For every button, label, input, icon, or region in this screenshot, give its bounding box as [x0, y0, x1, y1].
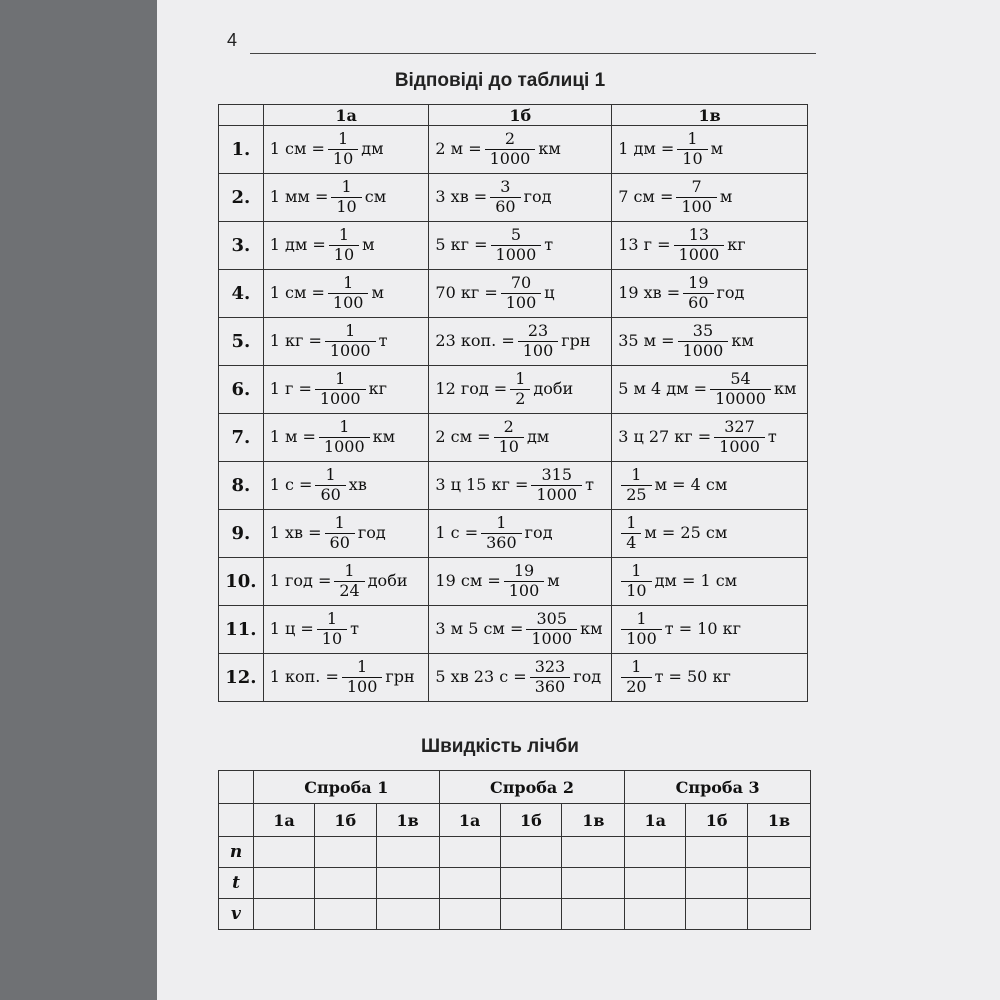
sub-header: 1б [500, 804, 562, 837]
denominator: 10 [682, 149, 703, 168]
answer-lhs: 1 с = [269, 475, 313, 494]
empty-cell [439, 899, 500, 930]
column-header: 1б [429, 105, 612, 126]
row-number: 10. [219, 558, 264, 606]
numerator: 1 [315, 467, 345, 486]
fraction [526, 611, 577, 648]
denominator: 1000 [323, 437, 365, 456]
denominator: 100 [508, 581, 540, 600]
numerator: 1 [621, 611, 662, 630]
answer-lhs: 1 кг = [269, 331, 322, 350]
answer-unit: ц [544, 283, 555, 302]
table-row [219, 126, 808, 174]
table-row [219, 462, 808, 510]
fraction [683, 275, 713, 312]
denominator: 1000 [489, 149, 531, 168]
answer-cell [263, 654, 429, 702]
speed-body [219, 771, 811, 930]
numerator: 1 [342, 659, 383, 678]
answer-lhs: 3 ц 15 кг = [435, 475, 529, 494]
answer-lhs: 12 год = [435, 379, 508, 398]
numerator: 1 [334, 563, 364, 582]
answer-lhs: 19 хв = [618, 283, 681, 302]
answer-lhs: 5 м 4 дм = [618, 379, 708, 398]
answer-lhs: 19 см = [435, 571, 501, 590]
empty-cell [686, 899, 748, 930]
fraction [621, 467, 651, 504]
fraction [315, 371, 366, 408]
answer-cell [429, 126, 612, 174]
empty-cell [686, 868, 748, 899]
sub-header: 1в [748, 804, 811, 837]
empty-cell [376, 837, 439, 868]
numerator: 1 [315, 371, 366, 390]
fraction [714, 419, 765, 456]
sub-header: 1а [625, 804, 686, 837]
answer-unit: т [544, 235, 554, 254]
answer-unit: км [372, 427, 396, 446]
table-row [219, 366, 808, 414]
answer-cell [263, 174, 429, 222]
denominator: 10 [321, 629, 343, 648]
fraction [621, 515, 641, 552]
table-row [219, 899, 811, 930]
denominator: 60 [320, 485, 341, 504]
denominator: 1000 [719, 437, 760, 456]
sub-header: 1в [562, 804, 625, 837]
attempt-header: Спроба 3 [625, 771, 811, 804]
denominator: 10 [336, 197, 357, 216]
sub-header: 1а [439, 804, 500, 837]
empty-cell [562, 899, 625, 930]
numerator: 305 [526, 611, 577, 630]
row-number: 8. [219, 462, 264, 510]
denominator: 360 [486, 533, 517, 552]
table-row [219, 222, 808, 270]
answer-lhs: 3 хв = [435, 187, 488, 206]
denominator: 10 [498, 437, 519, 456]
answer-cell [263, 222, 429, 270]
row-number: 9. [219, 510, 264, 558]
sub-header: 1б [686, 804, 748, 837]
empty-cell [748, 899, 811, 930]
fraction [325, 323, 376, 360]
fraction [621, 611, 662, 648]
answer-lhs: 1 г = [269, 379, 312, 398]
answer-unit: доби [533, 379, 574, 398]
answer-unit: год [523, 187, 552, 206]
denominator: 25 [626, 485, 647, 504]
empty-cell [439, 868, 500, 899]
answer-lhs: 5 кг = [435, 235, 488, 254]
denominator: 1000 [319, 389, 361, 408]
denominator: 1000 [329, 341, 371, 360]
numerator: 1 [325, 323, 376, 342]
table-row [219, 270, 808, 318]
corner-cell [219, 771, 254, 804]
answer-cell [263, 318, 429, 366]
answer-lhs: 1 хв = [269, 523, 322, 542]
row-number: 2. [219, 174, 264, 222]
fraction [485, 131, 536, 168]
answer-cell [263, 366, 429, 414]
answer-unit: т [767, 427, 777, 446]
answer-lhs: 7 см = [618, 187, 674, 206]
empty-cell [254, 837, 315, 868]
empty-cell [314, 837, 376, 868]
answer-cell [429, 558, 612, 606]
empty-cell [625, 868, 686, 899]
empty-cell [562, 837, 625, 868]
fraction [510, 371, 530, 408]
column-header: 1а [263, 105, 429, 126]
answer-cell [429, 606, 612, 654]
fraction [329, 227, 359, 264]
answer-unit: м [719, 187, 733, 206]
answer-cell [612, 414, 808, 462]
answer-lhs: 1 коп. = [269, 667, 339, 686]
fraction [325, 515, 355, 552]
fraction [491, 227, 542, 264]
answer-cell [263, 510, 429, 558]
fraction [621, 563, 651, 600]
numerator: 1 [621, 659, 651, 678]
denominator: 60 [495, 197, 516, 216]
attempt-header-row [219, 771, 811, 804]
corner-cell [219, 105, 264, 126]
table-row [219, 558, 808, 606]
answer-unit: хв [348, 475, 367, 494]
column-header: 1в [612, 105, 808, 126]
row-number: 1. [219, 126, 264, 174]
answer-cell [263, 414, 429, 462]
denominator: 20 [626, 677, 647, 696]
attempt-header: Спроба 1 [254, 771, 440, 804]
corner-cell [219, 804, 254, 837]
answer-lhs: 1 год = [269, 571, 332, 590]
table-row [219, 868, 811, 899]
denominator: 60 [329, 533, 350, 552]
denominator: 100 [332, 293, 364, 312]
answer-lhs: 3 ц 27 кг = [618, 427, 712, 446]
answer-cell [429, 174, 612, 222]
answer-cell [612, 222, 808, 270]
answer-cell [612, 318, 808, 366]
denominator: 10 [626, 581, 647, 600]
empty-cell [254, 899, 315, 930]
answer-cell [429, 510, 612, 558]
answer-unit: м [547, 571, 560, 590]
empty-cell [376, 899, 439, 930]
answer-unit: м [710, 139, 724, 158]
answer-lhs: 2 м = [435, 139, 482, 158]
empty-cell [314, 868, 376, 899]
empty-cell [625, 899, 686, 930]
empty-cell [254, 868, 315, 899]
answer-unit: т [350, 619, 359, 638]
answer-cell [612, 606, 808, 654]
answer-unit: дм [526, 427, 550, 446]
fraction [678, 323, 729, 360]
numerator: 3 [490, 179, 520, 198]
fraction [518, 323, 559, 360]
row-number: 12. [219, 654, 264, 702]
denominator: 60 [688, 293, 709, 312]
fraction [494, 419, 524, 456]
fraction [677, 131, 707, 168]
denominator: 360 [534, 677, 566, 696]
row-number: 4. [219, 270, 264, 318]
table-row [219, 837, 811, 868]
attempt-header: Спроба 2 [439, 771, 625, 804]
answer-lhs: 23 коп. = [435, 331, 515, 350]
answer-unit: год [573, 667, 602, 686]
answers-title: Відповіді до таблиці 1 [394, 70, 606, 91]
answer-cell [263, 126, 429, 174]
answers-header-row [219, 105, 808, 126]
numerator: 1 [328, 275, 369, 294]
answer-unit: год [524, 523, 553, 542]
answer-unit: м [371, 283, 384, 302]
answer-cell [263, 270, 429, 318]
denominator: 100 [346, 677, 378, 696]
fraction [317, 611, 347, 648]
table-row [219, 174, 808, 222]
table-row [219, 318, 808, 366]
empty-cell [748, 868, 811, 899]
numerator: 1 [319, 419, 370, 438]
answer-cell [612, 654, 808, 702]
answer-lhs: 13 г = [618, 235, 671, 254]
answer-unit: дм = 1 см [654, 571, 738, 590]
numerator: 19 [504, 563, 545, 582]
denominator: 10000 [715, 389, 766, 408]
answer-cell [429, 366, 612, 414]
numerator: 1 [331, 179, 361, 198]
denominator: 100 [522, 341, 554, 360]
answer-cell [612, 558, 808, 606]
row-number: 5. [219, 318, 264, 366]
numerator: 1 [621, 563, 651, 582]
answer-lhs: 1 см = [269, 283, 325, 302]
numerator: 1 [510, 371, 530, 390]
row-number: 11. [219, 606, 264, 654]
fraction [676, 179, 717, 216]
numerator: 19 [683, 275, 713, 294]
fraction [530, 659, 571, 696]
sub-header: 1в [376, 804, 439, 837]
speed-title: Швидкість лічби [421, 736, 579, 757]
answer-cell [429, 654, 612, 702]
row-number: 3. [219, 222, 264, 270]
answer-unit: т [585, 475, 594, 494]
numerator: 2 [485, 131, 536, 150]
page-number: 4 [227, 30, 238, 50]
empty-cell [500, 837, 562, 868]
answer-cell [612, 174, 808, 222]
answer-unit: т = 50 кг [654, 667, 731, 686]
fraction [481, 515, 522, 552]
answer-unit: км [731, 331, 754, 350]
answer-unit: кг [727, 235, 746, 254]
fraction [342, 659, 383, 696]
table-row [219, 606, 808, 654]
answer-unit: км [580, 619, 603, 638]
sub-header: 1а [254, 804, 315, 837]
empty-cell [748, 837, 811, 868]
numerator: 327 [714, 419, 765, 438]
answer-unit: м [362, 235, 375, 254]
numerator: 1 [481, 515, 522, 534]
answer-cell [429, 462, 612, 510]
answer-unit: т [378, 331, 388, 350]
answer-cell [612, 366, 808, 414]
speed-table [218, 770, 811, 930]
table-row [219, 414, 808, 462]
fraction [501, 275, 542, 312]
denominator: 1000 [682, 341, 724, 360]
denominator: 10 [332, 149, 354, 168]
sub-header: 1б [314, 804, 376, 837]
answer-lhs: 3 м 5 см = [435, 619, 524, 638]
denominator: 100 [626, 629, 657, 648]
answer-cell [263, 606, 429, 654]
answer-unit: дм [361, 139, 384, 158]
answer-unit: т = 10 кг [664, 619, 742, 638]
answer-unit: км [538, 139, 561, 158]
answer-unit: м = 25 см [644, 523, 728, 542]
answers-body [219, 126, 808, 702]
fraction [710, 371, 771, 408]
answer-lhs: 1 дм = [618, 139, 675, 158]
empty-cell [500, 899, 562, 930]
answer-cell [429, 414, 612, 462]
fraction [328, 131, 358, 168]
denominator: 1000 [536, 485, 578, 504]
answer-lhs: 1 м = [269, 427, 316, 446]
answer-cell [429, 270, 612, 318]
fraction [315, 467, 345, 504]
answer-lhs: 70 кг = [435, 283, 498, 302]
fraction [674, 227, 725, 264]
answer-cell [612, 462, 808, 510]
denominator: 4 [626, 533, 637, 552]
answer-unit: км [773, 379, 797, 398]
empty-cell [500, 868, 562, 899]
empty-cell [562, 868, 625, 899]
answer-lhs: 35 м = [618, 331, 675, 350]
answer-cell [429, 222, 612, 270]
numerator: 1 [621, 467, 651, 486]
answer-unit: год [716, 283, 745, 302]
answer-cell [263, 462, 429, 510]
empty-cell [376, 868, 439, 899]
denominator: 100 [505, 293, 537, 312]
numerator: 1 [677, 131, 707, 150]
row-label: n [219, 837, 254, 868]
numerator: 1 [325, 515, 355, 534]
numerator: 23 [518, 323, 559, 342]
answer-lhs: 1 мм = [269, 187, 329, 206]
answer-lhs: 2 см = [435, 427, 491, 446]
empty-cell [625, 837, 686, 868]
numerator: 5 [491, 227, 542, 246]
answers-table [218, 104, 808, 702]
fraction [531, 467, 582, 504]
denominator: 1000 [531, 629, 573, 648]
table-row [219, 654, 808, 702]
answer-unit: м = 4 см [654, 475, 728, 494]
answer-unit: кг [368, 379, 387, 398]
answer-cell [612, 270, 808, 318]
empty-cell [439, 837, 500, 868]
answer-lhs: 1 ц = [269, 619, 314, 638]
fraction [490, 179, 520, 216]
denominator: 10 [333, 245, 355, 264]
numerator: 2 [494, 419, 524, 438]
header-rule [250, 53, 816, 54]
numerator: 315 [531, 467, 582, 486]
numerator: 13 [674, 227, 725, 246]
fraction [504, 563, 545, 600]
fraction [334, 563, 364, 600]
numerator: 1 [317, 611, 347, 630]
denominator: 2 [515, 389, 526, 408]
answer-lhs: 1 дм = [269, 235, 326, 254]
empty-cell [686, 837, 748, 868]
numerator: 35 [678, 323, 729, 342]
fraction [331, 179, 361, 216]
answer-lhs: 1 с = [435, 523, 479, 542]
answer-cell [263, 558, 429, 606]
answer-cell [429, 318, 612, 366]
answer-cell [612, 126, 808, 174]
fraction [621, 659, 651, 696]
numerator: 1 [621, 515, 641, 534]
numerator: 323 [530, 659, 571, 678]
answer-cell [612, 510, 808, 558]
numerator: 54 [710, 371, 771, 390]
answer-unit: грн [385, 667, 415, 686]
denominator: 100 [681, 197, 712, 216]
row-number: 7. [219, 414, 264, 462]
row-label: t [219, 868, 254, 899]
numerator: 1 [329, 227, 359, 246]
answer-unit: грн [561, 331, 591, 350]
numerator: 1 [328, 131, 358, 150]
answer-unit: см [364, 187, 387, 206]
answer-lhs: 5 хв 23 с = [435, 667, 527, 686]
row-label: v [219, 899, 254, 930]
fraction [319, 419, 370, 456]
answer-lhs: 1 см = [269, 139, 325, 158]
row-number: 6. [219, 366, 264, 414]
denominator: 24 [339, 581, 360, 600]
sub-header-row [219, 804, 811, 837]
fraction [328, 275, 369, 312]
answer-unit: доби [367, 571, 408, 590]
answer-unit: год [357, 523, 386, 542]
numerator: 7 [676, 179, 717, 198]
table-row [219, 510, 808, 558]
empty-cell [314, 899, 376, 930]
numerator: 70 [501, 275, 542, 294]
denominator: 1000 [495, 245, 537, 264]
denominator: 1000 [678, 245, 720, 264]
